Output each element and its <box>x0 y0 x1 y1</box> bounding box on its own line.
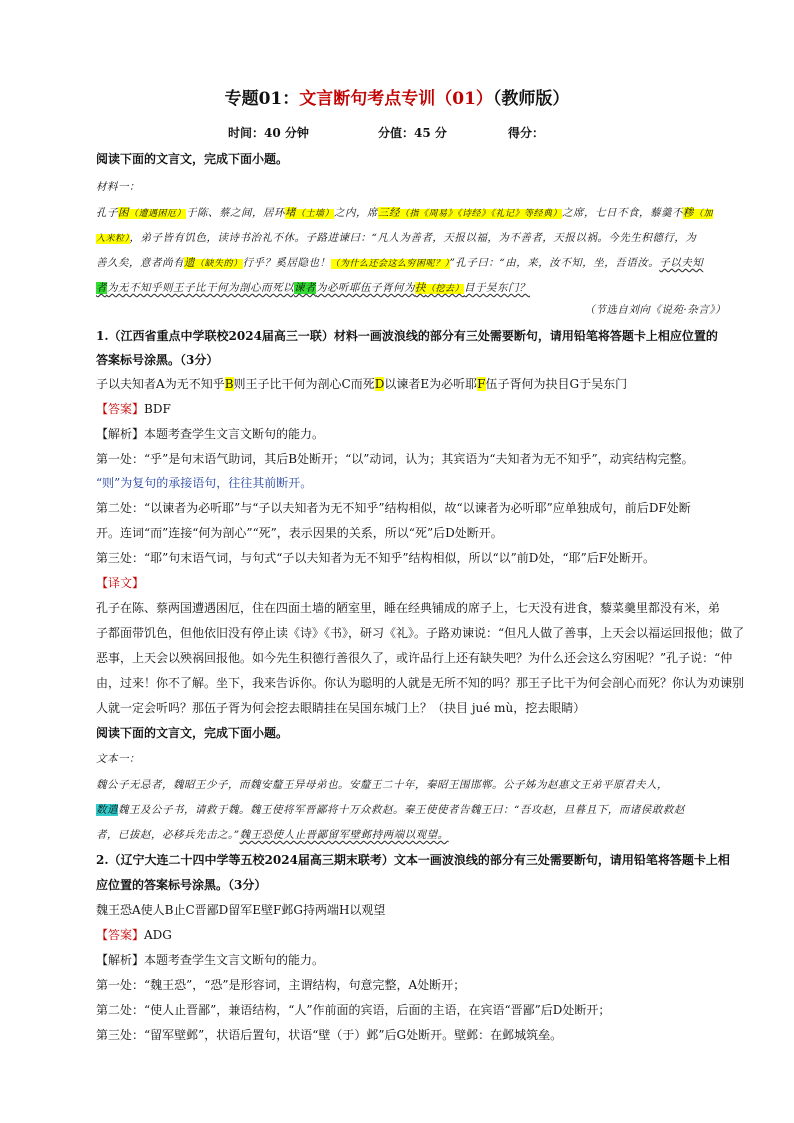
t: 者，已拔赵，必移兵先击之。” <box>96 829 240 841</box>
passage1-line1 <box>96 206 726 222</box>
mark-e: E <box>420 377 430 391</box>
t: 于陈、蔡之间，居环 <box>186 207 286 219</box>
t: 善久矣，意者尚有 <box>96 257 184 269</box>
page-title <box>0 84 794 109</box>
answer-label: 【答案】 <box>96 928 145 942</box>
gloss: （土墙） <box>296 209 335 219</box>
q2-analysis <box>96 953 726 968</box>
hl-word: 糁 <box>683 207 695 219</box>
q2-stem-1: 2.（辽宁大连二十四中学等五校2024届高三期末联考）文本一画波浪线的部分有三处需要断句，请用铅笔将答题卡上相 <box>96 853 730 867</box>
q1-analysis <box>96 427 726 442</box>
gloss: （加 <box>694 209 714 219</box>
q1-translation-1: 孔子在陈、蔡两国遭遇困厄，住在四面土墙的陋室里，睡在经典铺成的席子上，七天没有进食，藜菜羹里都没有米，弟 <box>96 601 721 615</box>
analysis-text: 本题考查学生文言文断句的能力。 <box>144 953 325 967</box>
q1-analysis-4: 开。连词“而”连接“何为剖心”“死”，表示因果的关系，所以“死”后D处断开。 <box>96 526 503 540</box>
text1-label: 文本一： <box>96 753 140 765</box>
mark-a: A <box>156 377 165 391</box>
hl-word: 困 <box>118 207 129 219</box>
t: 魏王及公子书，请救于魏。魏王使将军晋鄙将十万众救赵。秦王使使者告魏王曰：“吾攻赵，旦暮且下，而诸侯敢救赵 <box>118 804 685 816</box>
answer-label: 【答案】 <box>96 402 145 416</box>
score-label: 分值：45 分 <box>378 126 447 140</box>
q1-analysis-1: 第一处：“乎”是句末语气助词，其后B处断开；“以”动词，认为；其宾语为“夫知者为无不知乎”，动宾结构完整。 <box>96 452 694 466</box>
t: 则王子比干何为剖心 <box>233 377 342 391</box>
analysis-label: 【解析】 <box>96 953 145 967</box>
q1-options <box>96 377 726 392</box>
q1-translation-3: 恶事，上天会以殃祸回报他。如今先生积德行善很久了，或许品行上还有缺失吧？为什么还会这么穷困呢？”孔子说：“仲 <box>96 651 733 665</box>
section2-intro: 阅读下面的文言文，完成下面小题。 <box>96 726 289 740</box>
q1-translation-4: 由，过来！你不了解。坐下，我来告诉你。你认为聪明的人就是无所不知的吗？那王子比干为何会剖心而死？你认为劝谏别 <box>96 676 745 690</box>
passage1-line2 <box>96 231 726 247</box>
q2-analysis-1: 第一处：“魏王恐”，“恐”是形容词，主谓结构，句意完整，A处断开； <box>96 978 466 992</box>
q1-analysis-2: “则”为复句的承接语句，往往其前断开。 <box>96 476 313 490</box>
got-label: 得分： <box>508 126 545 140</box>
hl-word: 谏者 <box>294 282 316 294</box>
hl-word: 数遣 <box>96 804 118 816</box>
section1-intro: 阅读下面的文言文，完成下面小题。 <box>96 152 289 166</box>
gloss: 入米粒） <box>96 234 130 244</box>
passage2-line2 <box>96 803 726 818</box>
mark-g: G <box>569 377 580 391</box>
hl-word: 抉 <box>415 282 426 294</box>
t: 为无不知乎 <box>164 377 225 391</box>
passage1-line4 <box>96 281 726 297</box>
passage1-source: （节选自刘向《说苑·杂言》） <box>584 304 726 316</box>
mark-c: C <box>341 377 351 391</box>
gloss: （为什么还会这么穷困呢？） <box>330 259 450 269</box>
gloss: （遭遇困厄） <box>129 209 187 219</box>
t: 为必听耶 <box>429 377 478 391</box>
hl-word: 三经 <box>378 207 401 219</box>
q1-answer <box>96 402 726 417</box>
gloss: （缺失的） <box>195 259 243 269</box>
t: 为必听耶伍子胥何为 <box>316 282 415 294</box>
t: 之内，席 <box>334 207 379 219</box>
q1-stem-1: 1.（江西省重点中学联校2024届高三一联）材料一画波浪线的部分有三处需要断句，请用铅笔将答题卡上相应位置的 <box>96 329 718 343</box>
t: ”孔子曰：“由，来，汝不知，坐，吾语汝。 <box>449 257 660 269</box>
t: 行乎？奚居隐也！ <box>242 257 331 269</box>
material-label: 材料一： <box>96 181 140 193</box>
q1-translation-label: 【译文】 <box>96 576 145 590</box>
title-prefix: 专题01： <box>224 89 300 109</box>
gloss: （挖去） <box>426 284 465 294</box>
q2-analysis-2: 第二处：“使人止晋鄙”，兼语结构，“人”作前面的宾语，后面的主语，在宾语“晋鄙”后D处断开； <box>96 1003 611 1017</box>
q1-translation-2: 子都面带饥色，但他依旧没有停止读《诗》《书》，研习《礼》。子路劝谏说：“但凡人做了善事，上天会以福运回报他；做了 <box>96 626 745 640</box>
wavy-text: 魏王恐使人止晋鄙留军壁邺持两端以观望。 <box>239 829 449 841</box>
hl-word: 遗 <box>184 257 195 269</box>
analysis-label: 【解析】 <box>96 427 145 441</box>
t: 孔子 <box>96 207 118 219</box>
passage2-line1: 魏公子无忌者，魏昭王少子，而魏安釐王异母弟也。安釐王二十年，秦昭王围邯郸。公子姊为赵惠文王弟平原君夫人， <box>96 779 668 791</box>
passage2-line3 <box>96 828 726 843</box>
q1-analysis-5: 第三处：“耶”句末语气词，与句式“子以夫知者为无不知乎”结构相似，所以“以”前D处，“耶”后F处断开。 <box>96 551 656 565</box>
mark-f: F <box>477 377 486 391</box>
time-label: 时间：40 分钟 <box>228 126 309 140</box>
q2-stem-2: 应位置的答案标号涂黑。（3分） <box>96 878 267 892</box>
exam-meta <box>228 124 648 141</box>
answer-value: ADG <box>144 928 172 942</box>
gloss: （指《周易》《诗经》《礼记》等经典） <box>400 209 563 219</box>
title-suffix: （教师版） <box>492 89 570 109</box>
q1-analysis-3: 第二处：“以谏者为必听耶”与“子以夫知者为无不知乎”结构相似，故“以谏者为必听耶”应单独成句，前后DF处断 <box>96 501 691 515</box>
title-main: 文言断句考点专训（01） <box>299 89 493 109</box>
t: 而死 <box>350 377 375 391</box>
analysis-text: 本题考查学生文言文断句的能力。 <box>144 427 325 441</box>
mark-b: B <box>224 377 234 391</box>
q1-translation-5: 人就一定会听吗？那伍子胥为何会挖去眼睛挂在吴国东城门上？（抉目 jué mù，挖去眼睛） <box>96 701 586 715</box>
t: 子以夫知者 <box>96 377 157 391</box>
t: 为无不知乎则王子比干何为剖心而死以 <box>107 282 294 294</box>
q2-analysis-3: 第三处：“留军壁邺”，状语后置句，状语“壁（于）邺”后G处断开。壁邺：在邺城筑垒。 <box>96 1028 563 1042</box>
t: 伍子胥何为抉目 <box>485 377 570 391</box>
passage1-line3 <box>96 256 726 272</box>
hl-word: 堵 <box>285 207 297 219</box>
mark-d: D <box>374 377 385 391</box>
answer-value: BDF <box>144 402 171 416</box>
t: ，弟子皆有饥色，读诗书治礼不休。子路进谏曰：“凡人为善者，天报以福，为不善者，天报以祸。今先生积德行，为 <box>129 232 697 244</box>
q2-answer <box>96 928 726 943</box>
t: 之席，七日不食，藜羹不 <box>562 207 684 219</box>
t: 于吴东门 <box>579 377 628 391</box>
t: 目于吴东门？ <box>464 282 531 294</box>
wavy-text: 子以夫知 <box>659 257 704 269</box>
t: 以谏者 <box>384 377 421 391</box>
q1-stem-2: 答案标号涂黑。（3分） <box>96 353 219 367</box>
q2-options: 魏王恐A使人B止C晋鄙D留军E壁F邺G持两端H以观望 <box>96 903 386 917</box>
hl-word: 者 <box>96 282 107 294</box>
